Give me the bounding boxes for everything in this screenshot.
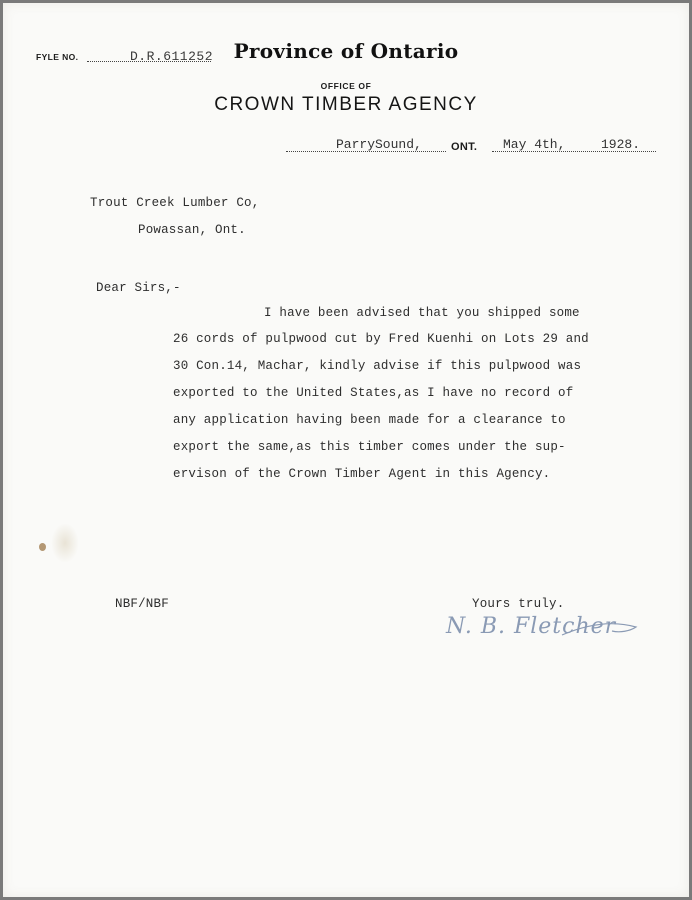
body-line: ervison of the Crown Timber Agent in this Agency. (173, 467, 551, 481)
dateline-year: 1928. (601, 137, 641, 152)
handwritten-signature: N. B. Fletcher (446, 614, 617, 639)
body-line: export the same,as this timber comes under the sup- (173, 440, 566, 454)
recipient-location: Powassan, Ont. (138, 223, 246, 237)
body-line: 26 cords of pulpwood cut by Fred Kuenhi on Lots 29 and (173, 332, 589, 346)
body-line: 30 Con.14, Machar, kindly advise if this pulpwood was (173, 359, 582, 373)
dateline-place: ParrySound, (336, 137, 422, 152)
valediction: Yours truly. (472, 597, 565, 611)
paper-stain (39, 543, 46, 551)
signature-flourish (560, 619, 640, 639)
salutation: Dear Sirs,- (96, 281, 181, 295)
fyle-label: FYLE NO. (36, 52, 79, 62)
letterhead-province: Province of Ontario (233, 39, 459, 63)
fyle-number: D.R.611252 (130, 49, 214, 64)
body-line: any application having been made for a clearance to (173, 413, 566, 427)
letterhead-agency: CROWN TIMBER AGENCY (214, 94, 478, 115)
body-line: exported to the United States,as I have no record of (173, 386, 574, 400)
dateline-date: May 4th, (503, 137, 566, 152)
recipient-name: Trout Creek Lumber Co, (90, 196, 260, 210)
paper-stain (51, 523, 79, 563)
letterhead-office-of: OFFICE OF (320, 81, 372, 91)
typist-initials: NBF/NBF (115, 597, 169, 611)
body-line: I have been advised that you shipped some (264, 306, 580, 320)
dateline-ont-label: ONT. (451, 141, 478, 153)
